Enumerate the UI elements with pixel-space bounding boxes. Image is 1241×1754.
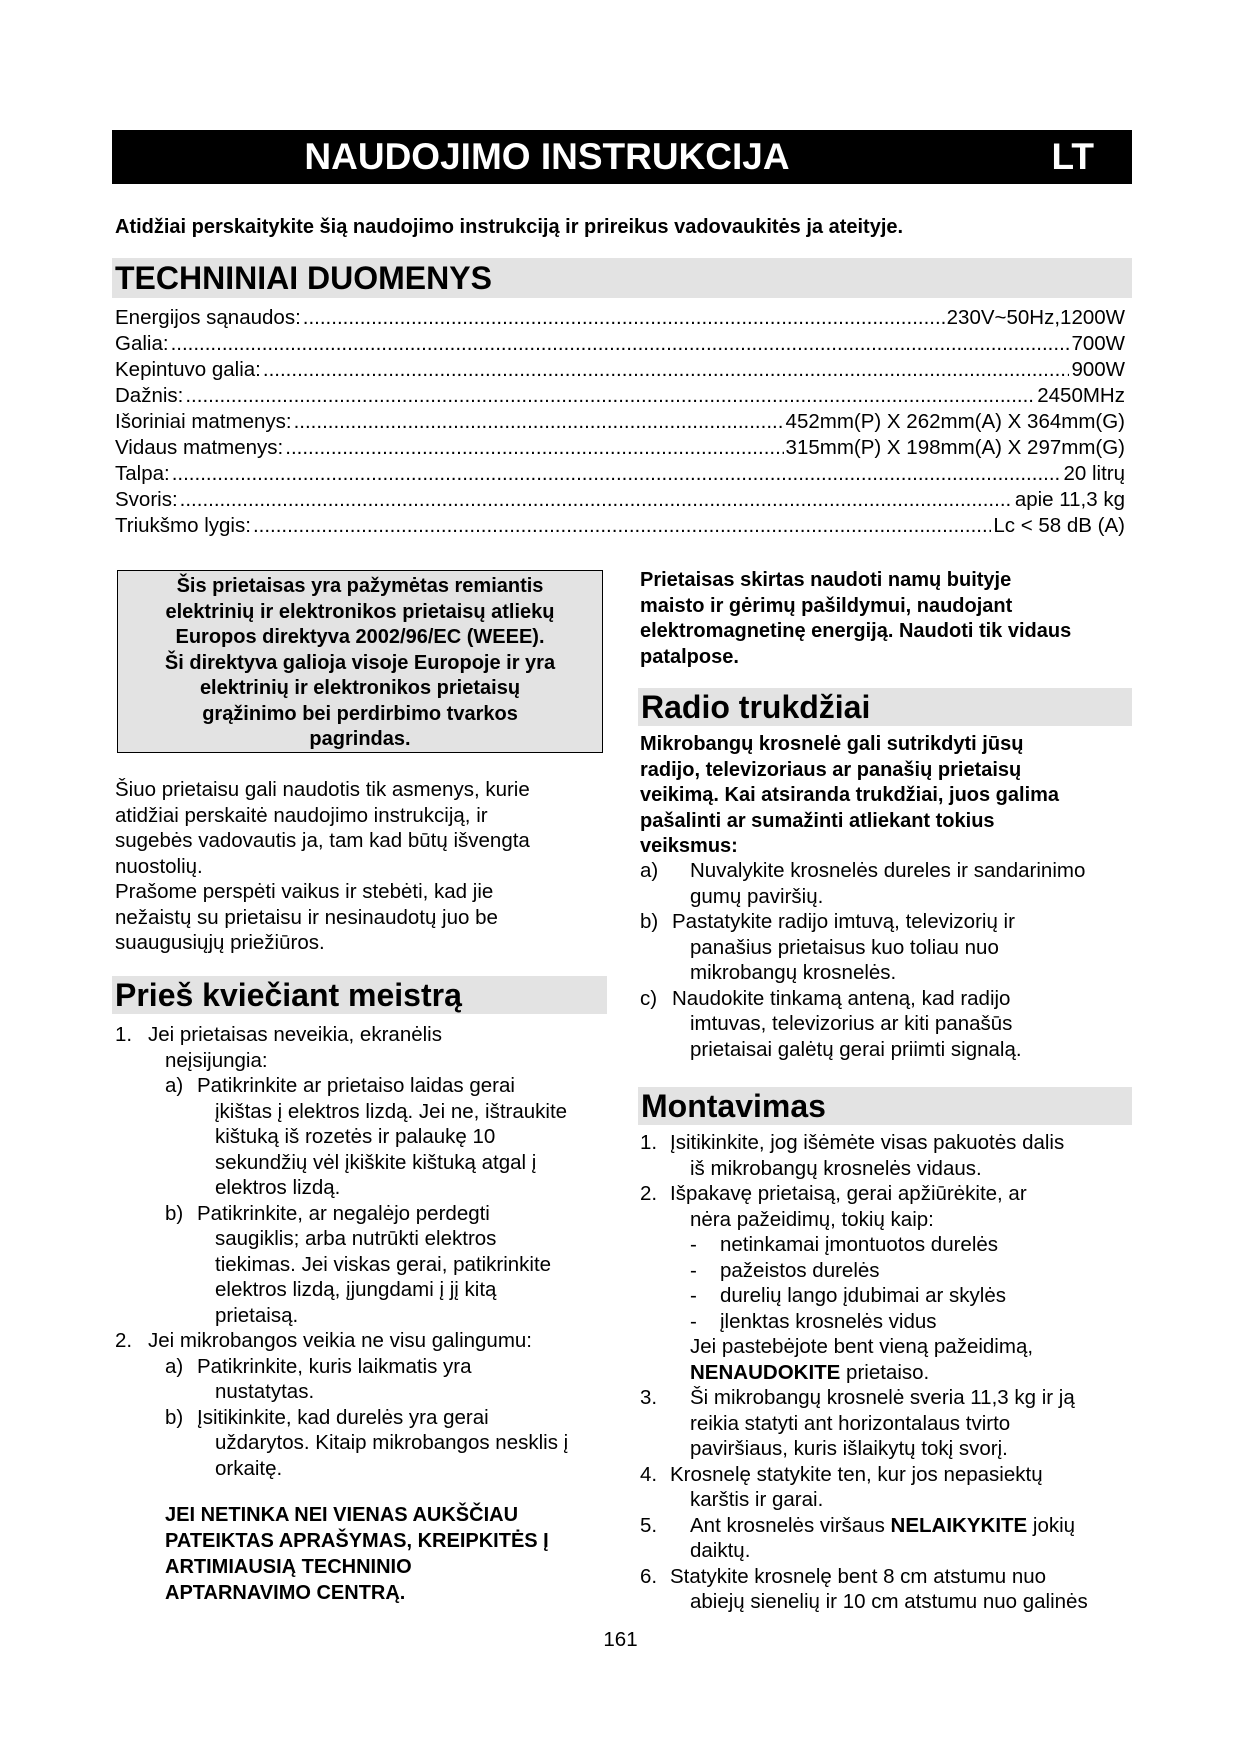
warning-line: APTARNAVIMO CENTRĄ.	[165, 1582, 406, 1604]
spec-label: Vidaus matmenys:	[115, 436, 284, 459]
list-text: Naudokite tinkamą anteną, kad radijo	[672, 986, 1011, 1010]
list-text: Ant krosnelės viršaus	[690, 1513, 891, 1537]
spec-row	[115, 487, 1125, 513]
usage-paragraph	[115, 777, 605, 956]
list-number: 1.	[640, 1131, 658, 1154]
title-banner	[112, 130, 1132, 184]
emphasis-text: NELAIKYKITE	[890, 1513, 1028, 1537]
spec-label: Išoriniai matmenys:	[115, 410, 292, 433]
list-item	[115, 1022, 610, 1048]
warning-line: ARTIMIAUSIĄ TECHNINIO	[165, 1556, 412, 1578]
list-text: prietaiso.	[840, 1360, 930, 1384]
list-number: 4.	[640, 1462, 658, 1486]
usage-line: Prašome perspėti vaikus ir stebėti, kad jie	[115, 880, 494, 903]
list-text: elektros lizdą.	[215, 1176, 341, 1199]
spec-value: 700W	[1071, 332, 1125, 355]
list-item	[640, 1513, 1135, 1539]
list-text: tiekimas. Jei viskas gerai, patikrinkite	[215, 1252, 552, 1276]
list-text: Įsitikinkite, jog išėmėte visas pakuotės dalis	[670, 1131, 1065, 1154]
list-item	[640, 909, 1135, 935]
list-text: panašius prietaisus kuo toliau nuo	[690, 935, 999, 959]
list-text: daiktų.	[690, 1539, 751, 1562]
list-number: 6.	[640, 1564, 658, 1588]
list-item	[115, 1328, 610, 1354]
list-text: karštis ir garai.	[690, 1488, 824, 1511]
emphasis-text: NENAUDOKITE	[690, 1360, 841, 1384]
list-item	[640, 986, 1135, 1012]
list-text: durelių lango įdubimai ar skylės	[720, 1284, 1007, 1307]
weee-line: pagrindas.	[309, 728, 411, 750]
list-number: a)	[640, 859, 659, 882]
spec-value: 900W	[1071, 358, 1125, 381]
language-code: LT	[1051, 136, 1094, 177]
list-item	[640, 1385, 1135, 1411]
spec-label: Energijos sąnaudos:	[115, 306, 301, 329]
spec-table	[115, 305, 1125, 539]
list-item	[640, 1130, 1135, 1156]
radio-intro-line: pašalinti ar sumažinti atliekant tokius	[640, 809, 995, 832]
list-text: Išpakavę prietaisą, gerai apžiūrėkite, ar	[670, 1182, 1027, 1205]
list-text: Pastatykite radijo imtuvą, televizorių ir	[672, 910, 1015, 933]
radio-intro-line: veiksmus:	[640, 835, 738, 857]
list-number: 3.	[640, 1386, 658, 1409]
dash-item: - durelių lango įdubimai ar skylės	[690, 1284, 1007, 1307]
list-text: Jei mikrobangos veikia ne visu galingumu:	[148, 1329, 533, 1352]
weee-line: Europos direktyva 2002/96/EC (WEEE).	[175, 626, 545, 648]
list-text: įlenktas krosnelės vidus	[720, 1309, 937, 1333]
sub-item	[115, 1354, 610, 1380]
spec-label: Svoris:	[115, 488, 178, 511]
list-text: kištuką iš rozetės ir palaukę 10	[215, 1125, 496, 1148]
spec-value: 2450MHz	[1037, 384, 1125, 407]
usage-line: sugebės vadovautis ja, tam kad būtų išvengta	[115, 829, 530, 852]
list-text: neįsijungia:	[165, 1048, 268, 1072]
intro-text: Atidžiai perskaitykite šią naudojimo instrukciją ir prireikus vadovaukitės ja ateityje.	[115, 216, 904, 238]
spec-label: Dažnis:	[115, 384, 184, 407]
purpose-paragraph	[640, 568, 1135, 670]
spec-value: 315mm(P) X 198mm(A) X 297mm(G)	[785, 436, 1125, 459]
spec-label: Kepintuvo galia:	[115, 358, 261, 381]
list-text: orkaitę.	[215, 1456, 283, 1480]
sub-number: b)	[165, 1405, 184, 1429]
list-text: prietaisai galėtų gerai priimti signalą.	[690, 1037, 1022, 1061]
list-text: mikrobangų krosnelės.	[690, 961, 897, 984]
list-number: c)	[640, 986, 658, 1010]
tech-heading: TECHNINIAI DUOMENYS	[112, 258, 1132, 298]
spec-label: Triukšmo lygis:	[115, 514, 251, 537]
list-number: 2.	[115, 1329, 133, 1352]
list-text: Patikrinkite, ar negalėjo perdegti	[197, 1201, 490, 1225]
usage-line: Šiuo prietaisu gali naudotis tik asmenys, kurie	[115, 778, 530, 801]
weee-notice-box	[117, 570, 603, 753]
list-text: uždarytos. Kitaip mikrobangos nesklis į	[215, 1431, 569, 1454]
list-item	[640, 1462, 1135, 1488]
spec-value: 230V~50Hz,1200W	[946, 306, 1125, 329]
sub-item	[115, 1073, 610, 1099]
list-text: prietaisą.	[215, 1303, 299, 1327]
weee-line: elektrinių ir elektronikos prietaisų atliekų	[165, 600, 555, 623]
radio-heading: Radio trukdžiai	[638, 688, 1132, 726]
list-text: abiejų sienelių ir 10 cm atstumu nuo galinės	[690, 1590, 1088, 1613]
pries-list	[115, 1022, 610, 1481]
list-text: jokių	[1027, 1513, 1076, 1537]
list-text: saugiklis; arba nutrūkti elektros	[215, 1227, 497, 1250]
purpose-line: maisto ir gėrimų pašildymui, naudojant	[640, 594, 1013, 617]
usage-line: nežaistų su prietaisu ir nesinaudotų juo be	[115, 905, 498, 929]
spec-row	[115, 513, 1125, 539]
usage-line: nuostolių.	[115, 854, 203, 878]
list-text: Nuvalykite krosnelės dureles ir sandarinimo	[690, 859, 1086, 882]
page-number: 161	[603, 1628, 638, 1651]
list-text: imtuvas, televizorius ar kiti panašūs	[690, 1012, 1013, 1035]
radio-intro-line: Mikrobangų krosnelė gali sutrikdyti jūsų	[640, 733, 1024, 755]
list-item	[640, 1564, 1135, 1590]
weee-line: elektrinių ir elektronikos prietaisų	[199, 677, 521, 699]
list-number: b)	[640, 910, 659, 933]
spec-row	[115, 305, 1125, 331]
spec-row	[115, 331, 1125, 357]
weee-line: grąžinimo bei perdirbimo tvarkos	[202, 702, 518, 725]
sub-number: a)	[165, 1354, 184, 1378]
list-text: reikia statyti ant horizontalaus tvirto	[690, 1411, 1011, 1435]
spec-value: apie 11,3 kg	[1014, 488, 1125, 511]
list-text: sekundžių vėl įkiškite kištuką atgal į	[215, 1150, 537, 1174]
list-text: Įsitikinkite, kad durelės yra gerai	[197, 1405, 489, 1429]
montavimas-heading: Montavimas	[638, 1087, 1132, 1125]
warning-line: JEI NETINKA NEI VIENAS AUKŠČIAU	[165, 1504, 519, 1526]
radio-list	[640, 858, 1135, 1062]
purpose-line: elektromagnetinę energiją. Naudoti tik vidaus	[640, 620, 1072, 642]
sub-number: b)	[165, 1201, 184, 1225]
dash-item: - įlenktas krosnelės vidus	[690, 1309, 937, 1333]
spec-row	[115, 357, 1125, 383]
montavimas-list	[640, 1130, 1135, 1615]
sub-item	[115, 1201, 610, 1227]
list-text: nėra pažeidimų, tokių kaip:	[690, 1207, 934, 1231]
list-text	[640, 1360, 1135, 1386]
spec-row	[115, 435, 1125, 461]
list-text: gumų paviršių.	[690, 884, 824, 908]
pries-heading: Prieš kviečiant meistrą	[112, 976, 607, 1014]
list-text: Ši mikrobangų krosnelė sveria 11,3 kg ir ją	[690, 1386, 1075, 1409]
list-text: iš mikrobangų krosnelės vidaus.	[690, 1156, 982, 1180]
list-number: 1.	[115, 1023, 133, 1046]
dash-item: - pažeistos durelės	[690, 1258, 880, 1282]
list-text: netinkamai įmontuotos durelės	[720, 1233, 999, 1256]
list-text: Krosnelę statykite ten, kur jos nepasiektų	[670, 1462, 1043, 1486]
list-text: įkištas į elektros lizdą. Jei ne, ištraukite	[215, 1099, 568, 1123]
list-text: Jei prietaisas neveikia, ekranėlis	[148, 1023, 442, 1046]
list-text: Patikrinkite ar prietaiso laidas gerai	[197, 1074, 515, 1097]
spec-value: Lc < 58 dB (A)	[993, 514, 1125, 537]
list-text: Patikrinkite, kuris laikmatis yra	[197, 1354, 472, 1378]
weee-line: Ši direktyva galioja visoje Europoje ir yra	[164, 651, 556, 674]
usage-line: suaugusiųjų priežiūros.	[115, 931, 325, 954]
list-item	[640, 858, 1135, 884]
spec-row	[115, 409, 1125, 435]
sub-number: a)	[165, 1074, 184, 1097]
radio-intro-line: veikimą. Kai atsiranda trukdžiai, juos galima	[640, 784, 1060, 806]
radio-intro-line: radijo, televizoriaus ar panašių prietaisų	[640, 758, 1022, 781]
weee-line: Šis prietaisas yra pažymėtas remiantis	[176, 575, 544, 597]
list-text: pažeistos durelės	[720, 1258, 880, 1282]
list-item	[640, 1181, 1135, 1207]
spec-row	[115, 461, 1125, 487]
purpose-line: Prietaisas skirtas naudoti namų buityje	[640, 569, 1012, 591]
dash-item: - netinkamai įmontuotos durelės	[690, 1233, 999, 1256]
list-text: nustatytas.	[215, 1380, 315, 1403]
list-text: paviršiaus, kuris išlaikytų tokį svorį.	[690, 1437, 1008, 1460]
page-title: NAUDOJIMO INSTRUKCIJA	[304, 136, 790, 177]
list-text: elektros lizdą, įjungdami į jį kitą	[215, 1278, 497, 1301]
list-text: Statykite krosnelę bent 8 cm atstumu nuo	[670, 1564, 1047, 1588]
spec-value: 452mm(P) X 262mm(A) X 364mm(G)	[785, 410, 1125, 433]
warning-line: PATEIKTAS APRAŠYMAS, KREIPKITĖS Į	[165, 1530, 549, 1552]
list-number: 2.	[640, 1182, 658, 1205]
spec-row	[115, 383, 1125, 409]
service-warning	[165, 1502, 605, 1606]
spec-value: 20 litrų	[1063, 462, 1125, 485]
usage-line: atidžiai perskaitė naudojimo instrukciją, ir	[115, 803, 488, 827]
radio-intro	[640, 732, 1135, 860]
spec-label: Talpa:	[115, 462, 170, 485]
list-number: 5.	[640, 1513, 658, 1537]
list-text: Jei pastebėjote bent vieną pažeidimą,	[690, 1335, 1034, 1358]
sub-item	[115, 1405, 610, 1431]
purpose-line: patalpose.	[640, 645, 739, 668]
spec-label: Galia:	[115, 332, 169, 355]
